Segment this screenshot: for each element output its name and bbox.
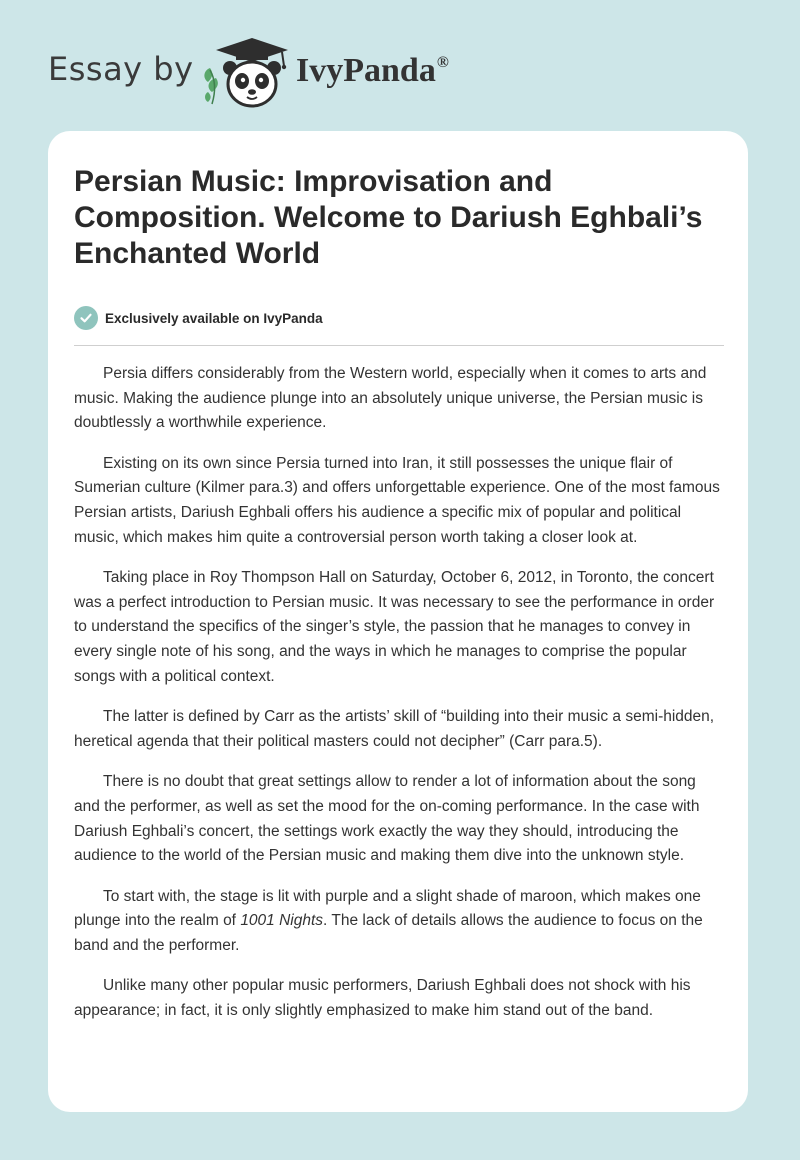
brand-text: IvyPanda (296, 52, 436, 89)
essay-title: Persian Music: Improvisation and Composition. Welcome to Dariush Eghbali’s Enchanted World (74, 165, 703, 270)
essay-by-label: Essay by (48, 50, 194, 88)
paragraph: Persia differs considerably from the Western world, especially when it comes to arts and music. Making the audience plunge into an absolutely unique universe, the Persian music is doubtlessly a worthwhile experience. (74, 365, 707, 432)
registered-mark: ® (436, 54, 449, 71)
paragraph: Taking place in Roy Thompson Hall on Saturday, October 6, 2012, in Toronto, the concert was a perfect introduction to Persian music. It was necessary to see the performance in order to understand the specifics of the singer’s style, the passion that he manages to convey in every single note of his song, and the ways in which he manages to comprise the popular songs with a political context. (74, 569, 715, 685)
badge-label: Exclusively available on IvyPanda (105, 310, 323, 326)
paragraph: Existing on its own since Persia turned into Iran, it still possesses the unique flair of Sumerian culture (Kilmer para.3) and offers unforgettable experience. One of the most famous Persian artists, Dariush Eghbali offers his audience a specific mix of popular and political music, which makes him quite a controversial person worth taking a closer look at. (74, 454, 720, 546)
check-circle-icon (74, 306, 98, 330)
paragraph: Unlike many other popular music performers, Dariush Eghbali does not shock with his appearance; in fact, it is only slightly emphasized to make him stand out of the band. (74, 977, 691, 1020)
paragraph-text: To start with, the stage is lit with purple and a slight shade of maroon, which makes one plunge into the realm of (74, 887, 701, 930)
paragraph-text: . The lack of details allows the audience to focus on the band and the performer. (74, 912, 703, 954)
brand-name[interactable] (296, 52, 448, 90)
paragraph (74, 885, 724, 959)
site-header (0, 0, 800, 130)
paragraph: The latter is defined by Carr as the artists’ skill of “building into their music a semi-hidden, heretical agenda that their political masters could not decipher” (Carr para.5). (74, 708, 715, 750)
paragraph: There is no doubt that great settings allow to render a lot of information about the song and the performer, as well as set the mood for the on-coming performance. In the case with Dariush Eghbali’s concert, the settings work exactly the way they should, introducing the audience to the world of the Persian music and making them dive into the unknown style. (74, 773, 700, 865)
essay-card (48, 131, 748, 1112)
book-title: 1001 Nights (240, 912, 324, 930)
essay-body (74, 362, 724, 1040)
ivy-leaf-icon (204, 68, 217, 104)
divider (74, 345, 724, 346)
panda-graduate-icon[interactable] (200, 34, 292, 110)
exclusive-badge (74, 306, 323, 330)
